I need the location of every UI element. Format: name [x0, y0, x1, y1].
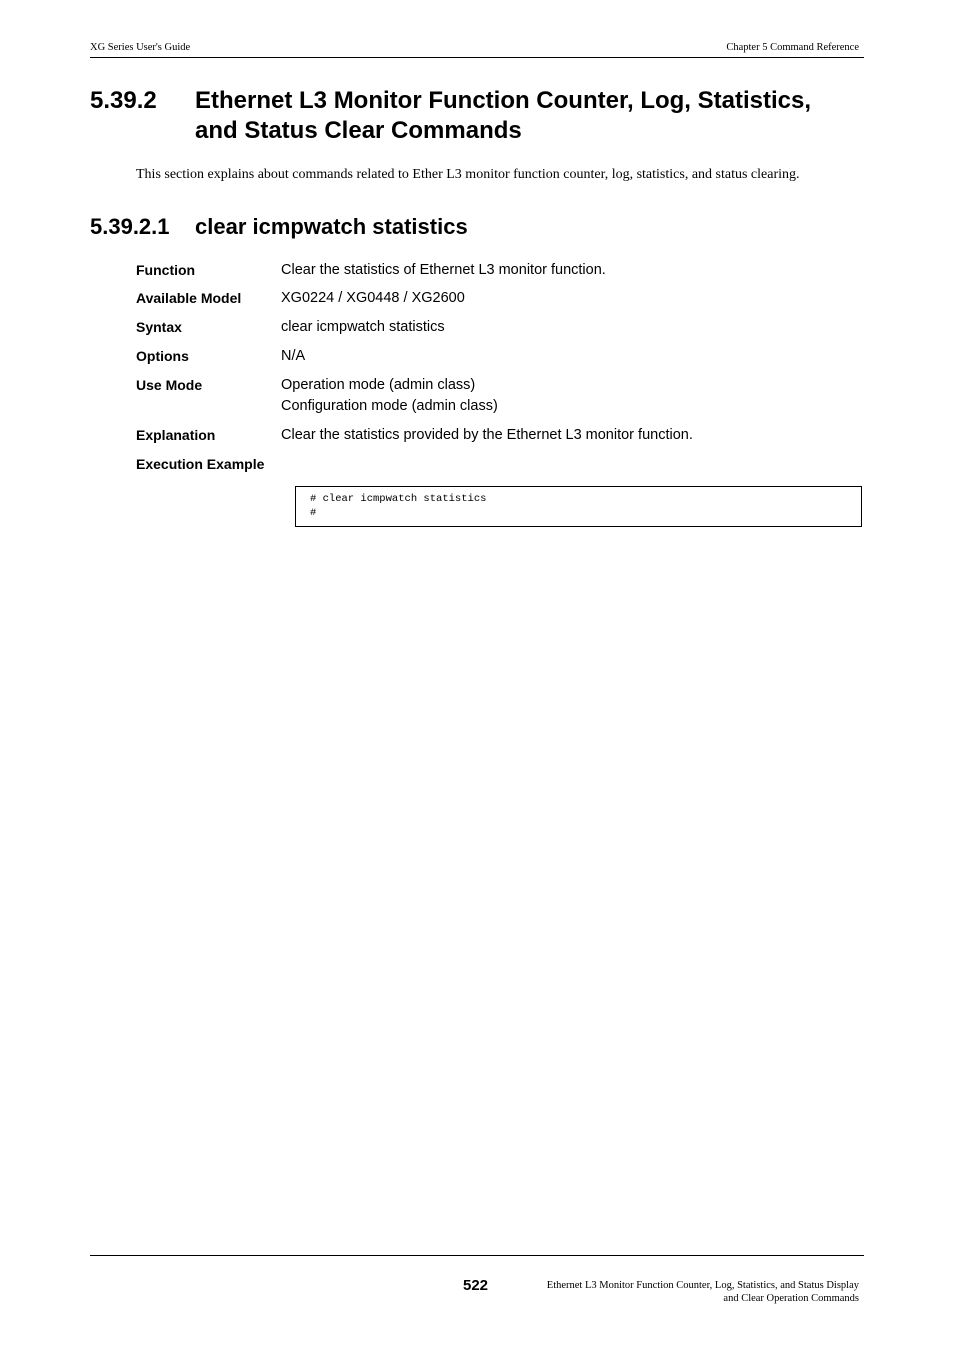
section-heading	[90, 86, 870, 146]
use-mode-value-line1: Operation mode (admin class)	[281, 377, 476, 393]
subsection-heading	[90, 213, 870, 241]
use-mode-label: Use Mode	[136, 377, 203, 393]
options-value: N/A	[281, 348, 306, 364]
subsection-title: clear icmpwatch statistics	[195, 214, 468, 239]
explanation-label: Explanation	[136, 427, 216, 443]
available-model-value: XG0224 / XG0448 / XG2600	[281, 290, 465, 306]
header-chapter-title: Chapter 5 Command Reference	[726, 42, 859, 53]
function-label: Function	[136, 262, 196, 278]
code-line1: # clear icmpwatch statistics	[310, 493, 487, 505]
execution-example-row	[136, 454, 864, 475]
footer-title-line2: and Clear Operation Commands	[723, 1293, 859, 1304]
function-row	[136, 260, 864, 281]
subsection-number: 5.39.2.1	[90, 214, 170, 239]
code-example-box	[295, 486, 862, 527]
footer-section-title	[499, 1279, 859, 1305]
explanation-row	[136, 425, 864, 446]
use-mode-value	[281, 375, 864, 417]
code-line2: #	[310, 507, 317, 519]
header-guide-title: XG Series User's Guide	[90, 42, 191, 53]
section-number: 5.39.2	[90, 87, 157, 114]
section-title-line1: Ethernet L3 Monitor Function Counter, Log, Statistics,	[195, 87, 812, 114]
function-value: Clear the statistics of Ethernet L3 monitor function.	[281, 262, 606, 278]
options-label: Options	[136, 348, 189, 364]
page-number: 522	[463, 1277, 489, 1294]
syntax-value: clear icmpwatch statistics	[281, 319, 445, 335]
available-model-row	[136, 288, 864, 309]
explanation-value: Clear the statistics provided by the Ethernet L3 monitor function.	[281, 427, 693, 443]
use-mode-value-line2: Configuration mode (admin class)	[281, 398, 498, 414]
syntax-row	[136, 317, 864, 338]
syntax-label: Syntax	[136, 319, 182, 335]
available-model-label: Available Model	[136, 290, 242, 306]
execution-example-label: Execution Example	[136, 456, 265, 472]
use-mode-row	[136, 375, 864, 417]
section-intro: This section explains about commands related to Ether L3 monitor function counter, log, statistics, and status clearing.	[136, 167, 800, 182]
footer-divider	[90, 1255, 864, 1256]
section-title-line2: and Status Clear Commands	[195, 117, 522, 144]
footer-title-line1: Ethernet L3 Monitor Function Counter, Log, Statistics, and Status Display	[546, 1280, 859, 1291]
section-title	[195, 86, 811, 146]
page-header	[90, 42, 864, 58]
options-row	[136, 346, 864, 367]
